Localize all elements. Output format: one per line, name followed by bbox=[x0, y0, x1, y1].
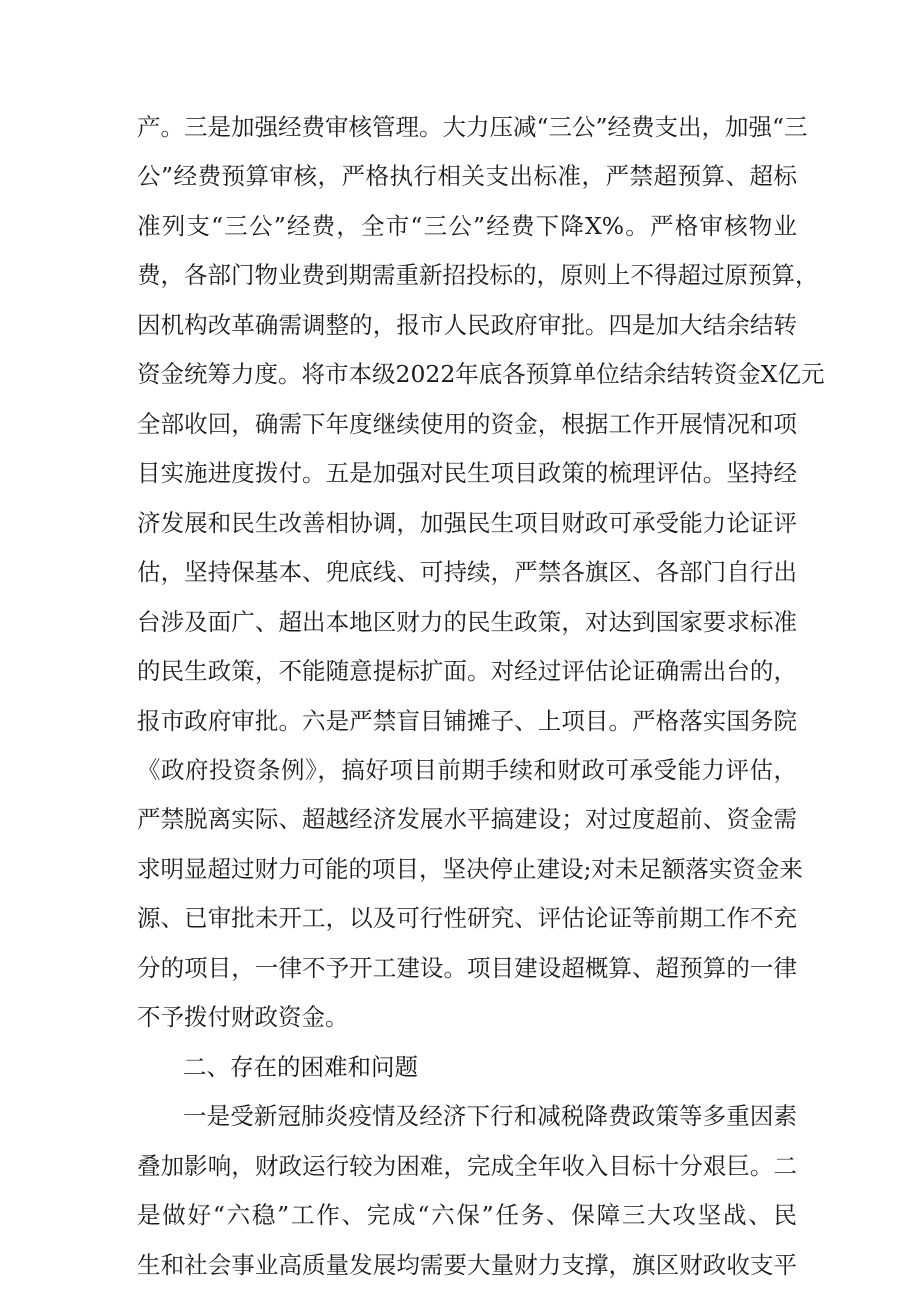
paragraph-line: 《政府投资条例》，搞好项目前期手续和财政可承受能力评估， bbox=[137, 756, 797, 784]
paragraph-line: 目实施进度拨付。五是加强对民生项目政策的梳理评估。坚持经 bbox=[137, 459, 797, 487]
paragraph-line: 严禁脱离实际、超越经济发展水平搞建设；对过度超前、资金需 bbox=[137, 805, 797, 833]
paragraph-line: 济发展和民生改善相协调，加强民生项目财政可承受能力论证评 bbox=[137, 509, 797, 537]
paragraph-line: 资金统筹力度。将市本级2022年底各预算单位结余结转资金X亿元 bbox=[137, 360, 825, 388]
paragraph-line: 叠加影响，财政运行较为困难，完成全年收入目标十分艰巨。二 bbox=[137, 1152, 797, 1180]
paragraph-line: 产。三是加强经费审核管理。大力压减“三公”经费支出，加强“三 bbox=[137, 113, 808, 141]
paragraph-line: 报市政府审批。六是严禁盲目铺摊子、上项目。严格落实国务院 bbox=[137, 707, 797, 735]
paragraph-line: 生和社会事业高质量发展均需要大量财力支撑，旗区财政收支平 bbox=[137, 1251, 797, 1279]
paragraph-line: 分的项目，一律不予开工建设。项目建设超概算、超预算的一律 bbox=[137, 954, 797, 982]
paragraph-line: 不予拨付财政资金。 bbox=[137, 1003, 349, 1031]
paragraph-line: 准列支“三公”经费，全市“三公”经费下降X%。严格审核物业 bbox=[137, 212, 797, 240]
paragraph-line: 是做好“六稳”工作、完成“六保”任务、保障三大攻坚战、民 bbox=[137, 1201, 797, 1229]
paragraph-line: 源、已审批未开工，以及可行性研究、评估论证等前期工作不充 bbox=[137, 904, 797, 932]
paragraph-line: 求明显超过财力可能的项目，坚决停止建设;对未足额落实资金来 bbox=[137, 855, 803, 883]
paragraph-line: 因机构改革确需调整的，报市人民政府审批。四是加大结余结转 bbox=[137, 311, 797, 339]
paragraph-line: 公”经费预算审核，严格执行相关支出标准，严禁超预算、超标 bbox=[137, 162, 797, 190]
paragraph-line: 费，各部门物业费到期需重新招投标的，原则上不得超过原预算， bbox=[137, 261, 819, 289]
section-heading: 二、存在的困难和问题 bbox=[183, 1053, 418, 1081]
paragraph-line: 的民生政策，不能随意提标扩面。对经过评估论证确需出台的， bbox=[137, 657, 797, 685]
paragraph-line: 估，坚持保基本、兜底线、可持续，严禁各旗区、各部门自行出 bbox=[137, 558, 797, 586]
paragraph-line: 台涉及面广、超出本地区财力的民生政策，对达到国家要求标准 bbox=[137, 608, 797, 636]
paragraph-line: 全部收回，确需下年度继续使用的资金，根据工作开展情况和项 bbox=[137, 410, 797, 438]
paragraph-line: 一是受新冠肺炎疫情及经济下行和减税降费政策等多重因素 bbox=[183, 1102, 797, 1130]
